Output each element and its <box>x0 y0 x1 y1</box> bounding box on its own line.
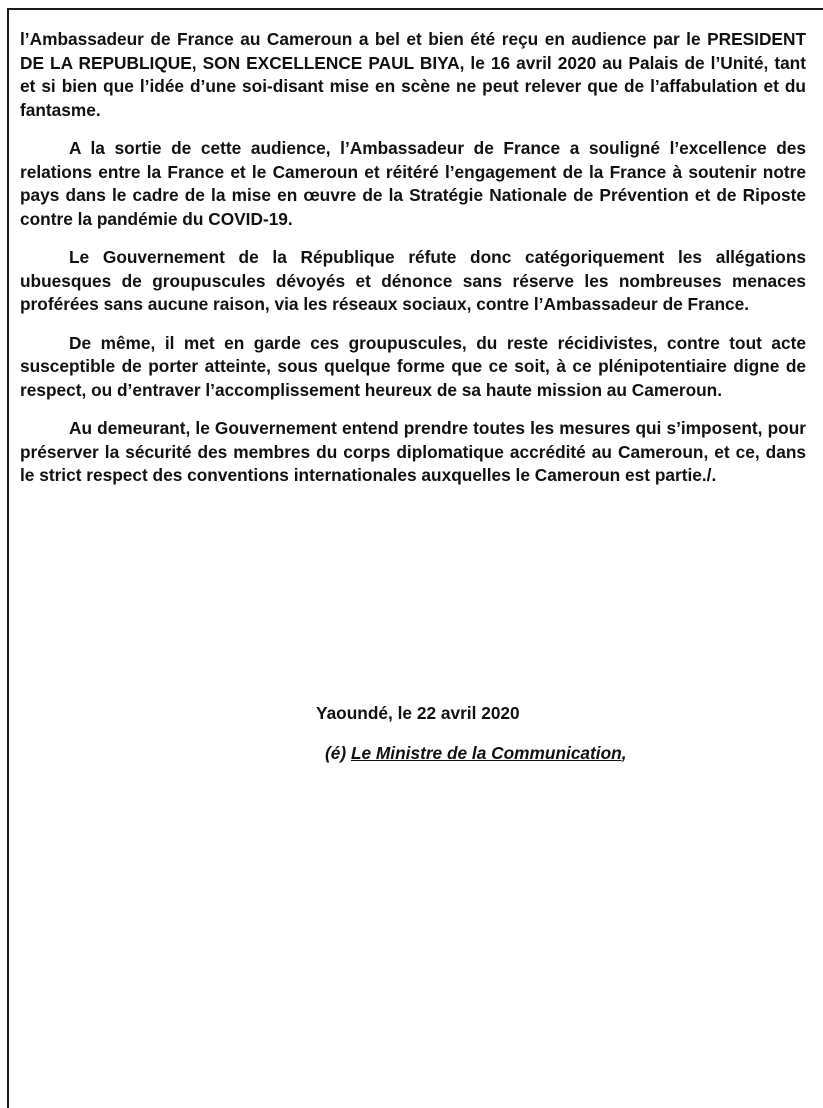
paragraph-3: Le Gouvernement de la République réfute donc catégoriquement les allégations ubuesques de groupuscules dévoyés et dénonce sans réserve les nombreuses menaces proférées sans aucune raison, via les réseaux sociaux, contre l’Ambassadeur de France. <box>20 247 806 314</box>
paragraph-4: De même, il met en garde ces groupuscules, du reste récidivistes, contre tout acte susceptible de porter atteinte, sous quelque forme que ce soit, à ce plénipotentiaire digne de respect, ou d’entraver l’accomplissement heureux de sa haute mission au Cameroun. <box>20 332 806 400</box>
document-body <box>20 28 806 503</box>
signatory <box>325 743 627 764</box>
paragraph-1: l’Ambassadeur de France au Cameroun a bel et bien été reçu en audience par le PRESIDENT DE LA REPUBLIQUE, SON EXCELLENCE PAUL BIYA, le 16 avril 2020 au Palais de l’Unité, tant et si bien que l’idée d’une soi-disant mise en scène ne peut relever que de l’affabulation et du fantasme. <box>20 29 806 120</box>
signatory-title: Le Ministre de la Communication <box>350 743 622 763</box>
signatory-prefix: (é) <box>325 743 347 763</box>
signatory-suffix: , <box>621 743 627 763</box>
paragraph-5: Au demeurant, le Gouvernement entend prendre toutes les mesures qui s’imposent, pour préserver la sécurité des membres du corps diplomatique accrédité au Cameroun, et ce, dans le strict respect des conventions internationales auxquelles le Cameroun est partie./. <box>20 418 806 485</box>
paragraph-2: A la sortie de cette audience, l’Ambassadeur de France a souligné l’excellence des relations entre la France et le Cameroun et réitéré l’engagement de la France à soutenir notre pays dans le cadre de la mise en œuvre de la Stratégie Nationale de Prévention et de Riposte contre la pandémie du COVID-19. <box>20 138 806 229</box>
place-date: Yaoundé, le 22 avril 2020 <box>316 703 520 723</box>
